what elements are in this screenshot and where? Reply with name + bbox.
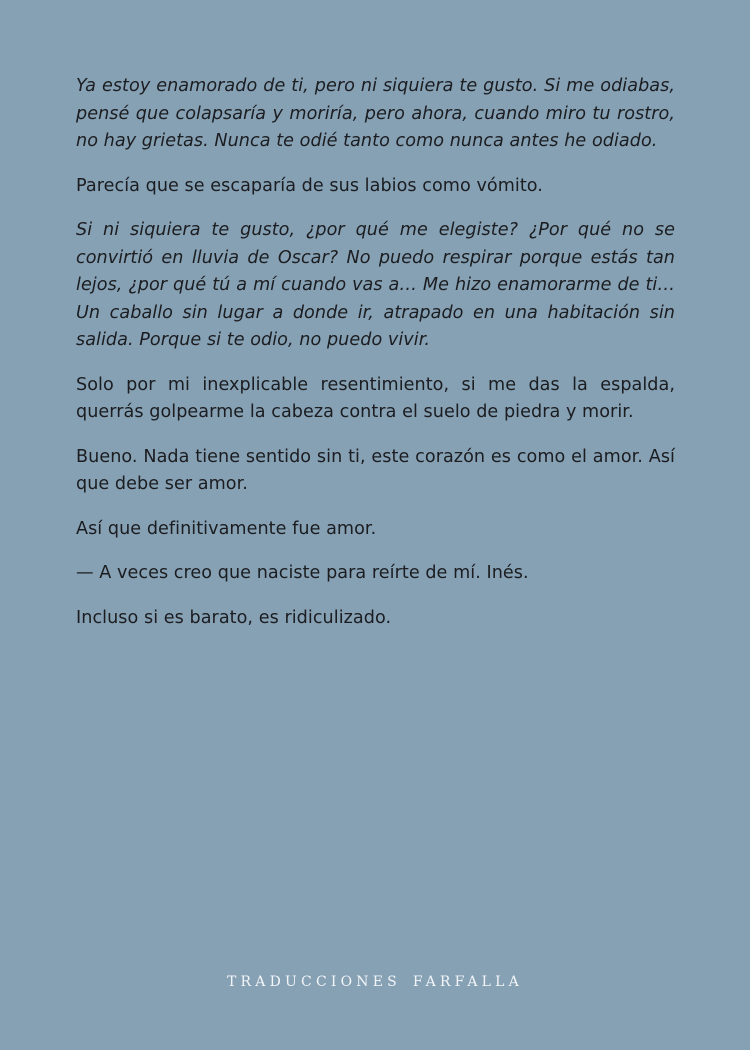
body-text — [76, 73, 675, 649]
page-footer — [0, 974, 750, 990]
footer-word-2: FARFALLA — [412, 974, 523, 990]
paragraph-4: Solo por mi inexplicable resentimiento, si me das la espalda, querrás golpearme la cabeza contra el suelo de piedra y morir. — [76, 374, 675, 422]
paragraph-6: Así que definitivamente fue amor. — [76, 518, 377, 539]
footer-word-1: TRADUCCIONES — [227, 974, 401, 990]
paragraph-8: Incluso si es barato, es ridiculizado. — [76, 607, 392, 628]
paragraph-2: Parecía que se escaparía de sus labios como vómito. — [76, 175, 543, 196]
paragraph-3: Si ni siquiera te gusto, ¿por qué me elegiste? ¿Por qué no se convirtió en lluvia de Oscar? No puedo respirar porque estás tan lejos, ¿por qué tú a mí cuando vas a… Me hizo enamorarme de ti… Un caballo sin lugar a donde ir, atrapado en una habitación sin salida. Porque si te odio, no puedo vivir. — [76, 220, 675, 350]
paragraph-1: Ya estoy enamorado de ti, pero ni siquiera te gusto. Si me odiabas, pensé que colapsaría y moriría, pero ahora, cuando miro tu rostro, no hay grietas. Nunca te odié tanto como nunca antes he odiado. — [76, 76, 675, 151]
paragraph-7: — A veces creo que naciste para reírte de mí. Inés. — [76, 563, 529, 583]
paragraph-5: Bueno. Nada tiene sentido sin ti, este corazón es como el amor. Así que debe ser amor. — [76, 446, 675, 494]
